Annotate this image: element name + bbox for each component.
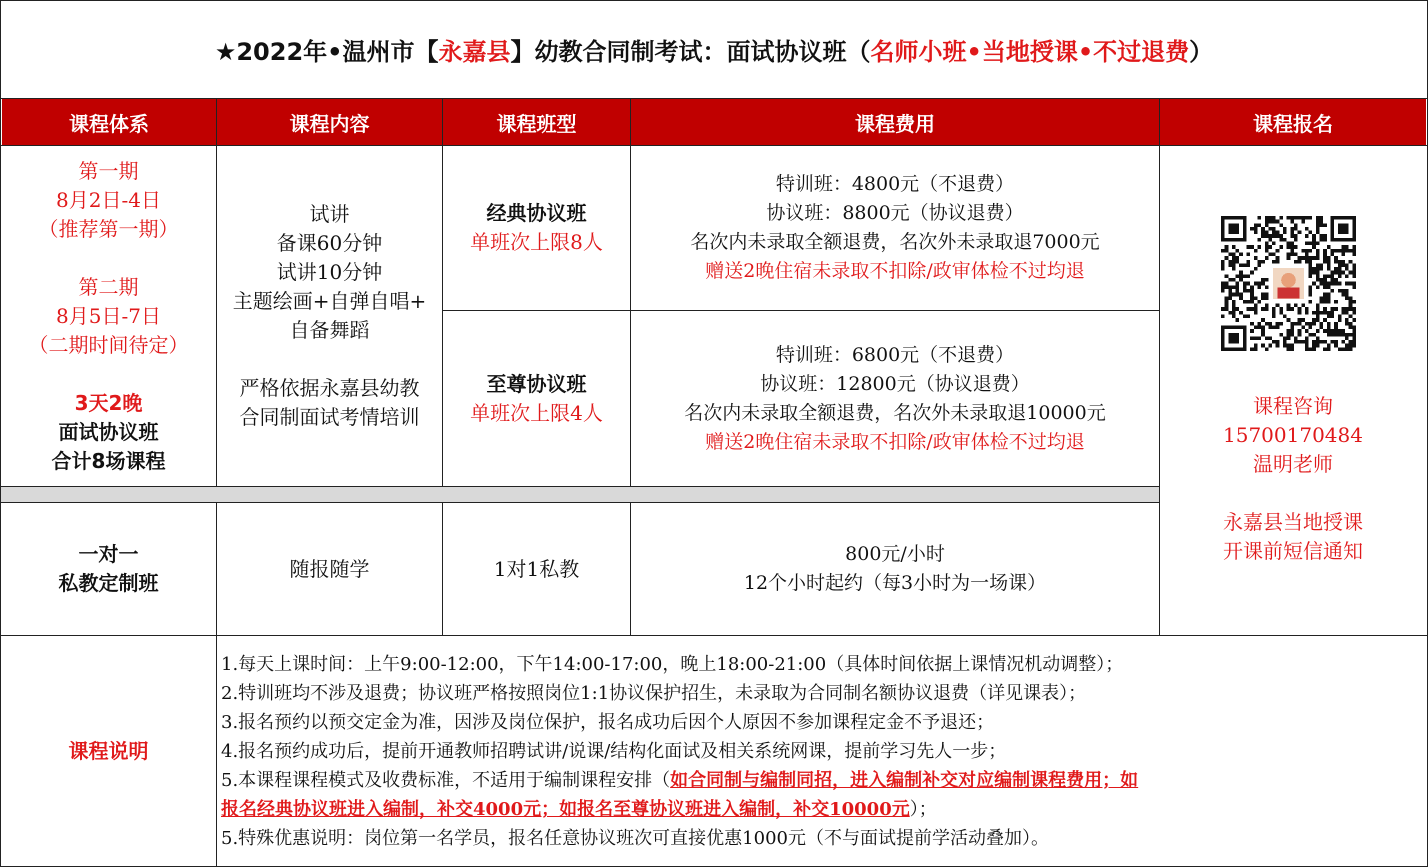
fee-bonus: 赠送2晚住宿未录取不扣除/政审体检不过均退 [705, 260, 1085, 282]
title-middle: 】幼教合同制考试：面试协议班（ [510, 38, 871, 66]
private-fee-min: 12个小时起约（每3小时为一场课） [743, 572, 1047, 594]
class-classic-cell [443, 146, 630, 310]
period1-name: 第一期 [78, 158, 139, 183]
note5-end: ）； [909, 799, 937, 820]
header-enroll: 课程报名 [1160, 99, 1426, 145]
fee-bonus: 赠送2晚住宿未录取不扣除/政审体检不过均退 [705, 430, 1085, 453]
note5-highlight: 如合同制与编制同招，进入编制补交对应编制课程费用；如 [670, 770, 1139, 791]
fee-supreme-cell [631, 311, 1159, 486]
class-name: 至尊协议班 [486, 371, 587, 396]
class-name: 经典协议班 [486, 201, 587, 225]
private-name-line2: 私教定制班 [58, 571, 159, 595]
class-supreme-cell [443, 311, 630, 486]
class-limit: 单班次上限8人 [470, 230, 603, 254]
period1-date: 8月2日-4日 [56, 187, 161, 212]
private-type: 1对1私教 [493, 556, 580, 581]
fee-classic-cell [631, 146, 1159, 310]
fee-line: 协议班：12800元（协议退费） [760, 372, 1030, 395]
note-item [221, 795, 1426, 824]
sms-notice: 开课前短信通知 [1223, 539, 1363, 563]
header-course-fee: 课程费用 [631, 99, 1159, 145]
note5-highlight: 报名经典协议班进入编制，补交4000元；如报名至尊协议班进入编制，补交10000元 [221, 799, 910, 820]
note-item: 2.特训班均不涉及退费；协议班严格按照岗位1:1协议保护招生，未录取为合同制名额协议退费（详见课表）； [221, 683, 1087, 704]
title-suffix: ） [1189, 38, 1214, 66]
separator-band [1, 487, 1159, 502]
note-item: 4.报名预约成功后，提前开通教师招聘试讲/说课/结构化面试及相关系统网课，提前学习先人一步； [221, 741, 1007, 762]
private-content-cell [217, 503, 442, 635]
period2-name: 第二期 [78, 274, 139, 299]
title-highlight: 名师小班•当地授课•不过退费 [870, 38, 1190, 66]
period2-note: （二期时间待定） [28, 332, 189, 357]
duration: 3天2晚 [74, 390, 143, 415]
content-line: 自备舞蹈 [289, 318, 370, 342]
private-name-line1: 一对一 [78, 542, 139, 566]
content-line: 备课60分钟 [276, 231, 383, 255]
title-prefix: ★2022年•温州市【 [214, 38, 439, 66]
notes-label: 课程说明 [68, 738, 149, 763]
course-total: 合计8场课程 [51, 448, 166, 473]
local-notice-block [1160, 507, 1426, 567]
notes-label-cell [1, 636, 216, 866]
note-item [221, 766, 1426, 795]
qr-code-icon[interactable] [1221, 216, 1356, 351]
private-content: 随报随学 [289, 556, 370, 581]
page-title [0, 0, 1428, 99]
content-line: 试讲 [309, 202, 350, 226]
note-item: 5.特殊优惠说明：岗位第一名学员，报名任意协议班次可直接优惠1000元（不与面试提前学活动叠加）。 [221, 828, 1049, 849]
fee-line: 名次内未录取全额退费，名次外未录取退7000元 [690, 231, 1100, 253]
course-name: 面试协议班 [58, 419, 159, 444]
period2-date: 8月5日-7日 [56, 303, 161, 328]
header-course-content: 课程内容 [217, 99, 442, 145]
header-class-type: 课程班型 [443, 99, 630, 145]
content-line: 严格依据永嘉县幼教 [239, 376, 420, 400]
schedule-cell [1, 146, 216, 486]
note-item: 3.报名预约以预交定金为准，因涉及岗位保护，报名成功后因个人原因不参加课程定金不予退还； [221, 712, 995, 733]
private-type-cell [443, 503, 630, 635]
header-course-system: 课程体系 [2, 99, 216, 145]
notes-list [221, 650, 1426, 853]
consult-phone[interactable]: 15700170484 [1223, 422, 1363, 447]
content-line: 主题绘画+自弹自唱+ [232, 289, 427, 313]
consult-block [1160, 390, 1426, 480]
content-line: 合同制面试考情培训 [239, 405, 420, 429]
period1-note: （推荐第一期） [38, 216, 179, 241]
fee-line: 特训班：4800元（不退费） [775, 173, 1015, 195]
note-item: 1.每天上课时间：上午9:00-12:00，下午14:00-17:00，晚上18:00-21:00（具体时间依据上课情况机动调整）； [221, 654, 1124, 675]
fee-line: 名次内未录取全额退费，名次外未录取退10000元 [684, 401, 1106, 424]
title-county: 永嘉县 [438, 38, 511, 66]
class-limit: 单班次上限4人 [470, 400, 603, 425]
consult-teacher: 温明老师 [1253, 451, 1333, 476]
fee-line: 协议班：8800元（协议退费） [766, 202, 1024, 224]
fee-line: 特训班：6800元（不退费） [775, 343, 1015, 366]
consult-label: 课程咨询 [1253, 393, 1333, 418]
private-class-cell [1, 503, 216, 635]
private-fee-cell [631, 503, 1159, 635]
local-teaching: 永嘉县当地授课 [1223, 510, 1363, 534]
content-cell [217, 146, 442, 486]
note5-plain: 5.本课程课程模式及收费标准，不适用于编制课程安排（ [221, 770, 671, 791]
content-line: 试讲10分钟 [276, 260, 383, 284]
private-fee-rate: 800元/小时 [845, 543, 945, 565]
